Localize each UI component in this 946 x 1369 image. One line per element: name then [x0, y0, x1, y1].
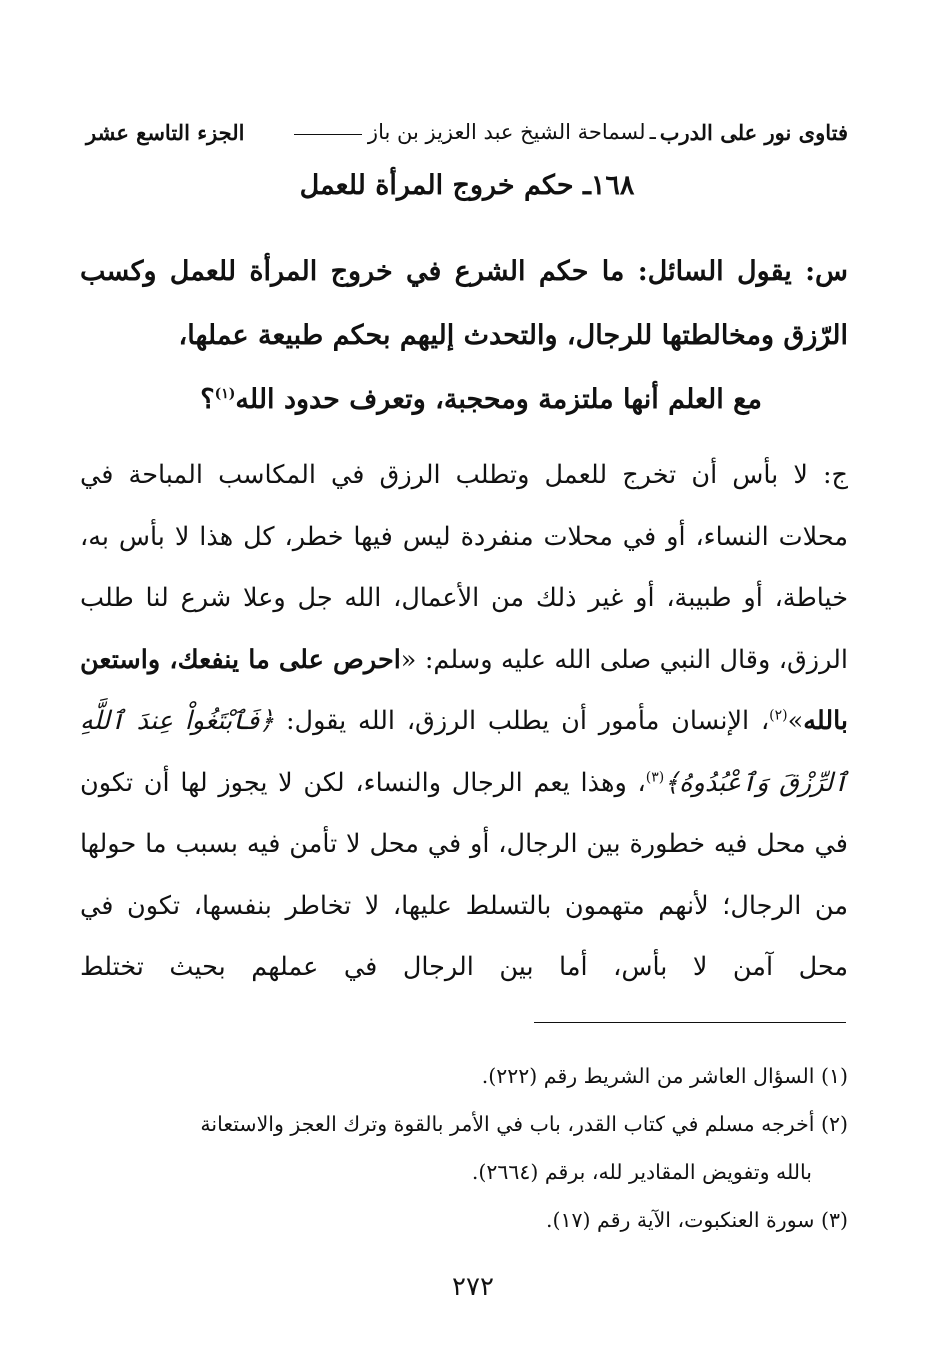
- fatwa-title: ١٦٨ـ حكم خروج المرأة للعمل: [299, 170, 635, 201]
- footnote-divider: [534, 1022, 846, 1023]
- question-last-line: [80, 368, 848, 432]
- footnote-3: (٣) سورة العنكبوت، الآية رقم (١٧).: [545, 1208, 848, 1232]
- question-paragraph: [80, 240, 848, 432]
- footnote-1: (١) السؤال العاشر من الشريط رقم (٢٢٢).: [481, 1064, 848, 1088]
- answer-paragraph: [80, 445, 848, 999]
- header-author: لسماحة الشيخ عبد العزيز بن باز: [367, 120, 646, 144]
- header-separator: ـ: [649, 120, 656, 144]
- answer-text-4: ، وهذا يعم الرجال والنساء، لكن لا يجوز لها أن تكون في محل فيه خطورة بين الرجال، أو في محل لا تأمن فيه بسبب ما حولها من الرجال؛ لأنهم متهمون بالتسلط عليها، لا تخاطر بنفسها، تكون في محل آمن لا بأس، أما بين الرجال في عملهم بحيث تختلط: [80, 767, 848, 982]
- footnotes: [80, 1052, 848, 1244]
- footnote-2: (٢) أخرجه مسلم في كتاب القدر، باب في الأمر بالقوة وترك العجز والاستعانة: [200, 1112, 848, 1136]
- footnote-ref-2: (٢): [769, 707, 788, 724]
- hadith-quote: احرص على ما ينفعك، واستعن بالله: [80, 644, 848, 736]
- running-header: [86, 112, 848, 152]
- answer-text-1: ج: لا بأس أن تخرج للعمل وتطلب الرزق في المكاسب المباحة في محلات النساء، أو في محلات منفردة ليس فيها خطر، كل هذا لا بأس به، خياطة، أو طبيبة، أو غير ذلك من الأعمال، الله جل وعلا شرع لنا طلب الرزق، وقال النبي صلى الله عليه وسلم: «: [80, 460, 848, 675]
- header-volume: الجزء التاسع عشر: [86, 119, 245, 145]
- footnote-2-continuation: بالله وتفويض المقادير لله، برقم (٢٦٦٤).: [471, 1160, 812, 1184]
- header-rule: [294, 134, 362, 135]
- answer-text-3: ، الإنسان مأمور أن يطلب الرزق، الله يقول:: [274, 706, 770, 736]
- question-mark: ؟: [200, 384, 215, 415]
- footnote-ref-1: (١): [214, 386, 236, 402]
- header-book-info: [288, 120, 848, 145]
- quran-verse: ﴿فَٱبْتَغُواْ عِندَ ٱللَّهِ ٱلرِّزْقَ وَٱعْبُدُوهُ﴾: [80, 706, 848, 798]
- question-text: س: يقول السائل: ما حكم الشرع في خروج المرأة للعمل وكسب الرّزق ومخالطتها للرجال، والتحدث إليهم بحكم طبيعة عملها،: [80, 256, 848, 351]
- question-last-text: مع العلم أنها ملتزمة ومحجبة، وتعرف حدود الله: [235, 384, 762, 415]
- page-number: ٢٧٢: [452, 1272, 494, 1302]
- answer-text-2: »: [787, 706, 804, 736]
- header-book-title: فتاوى نور على الدرب: [659, 119, 848, 145]
- footnote-ref-3: (٣): [645, 769, 665, 785]
